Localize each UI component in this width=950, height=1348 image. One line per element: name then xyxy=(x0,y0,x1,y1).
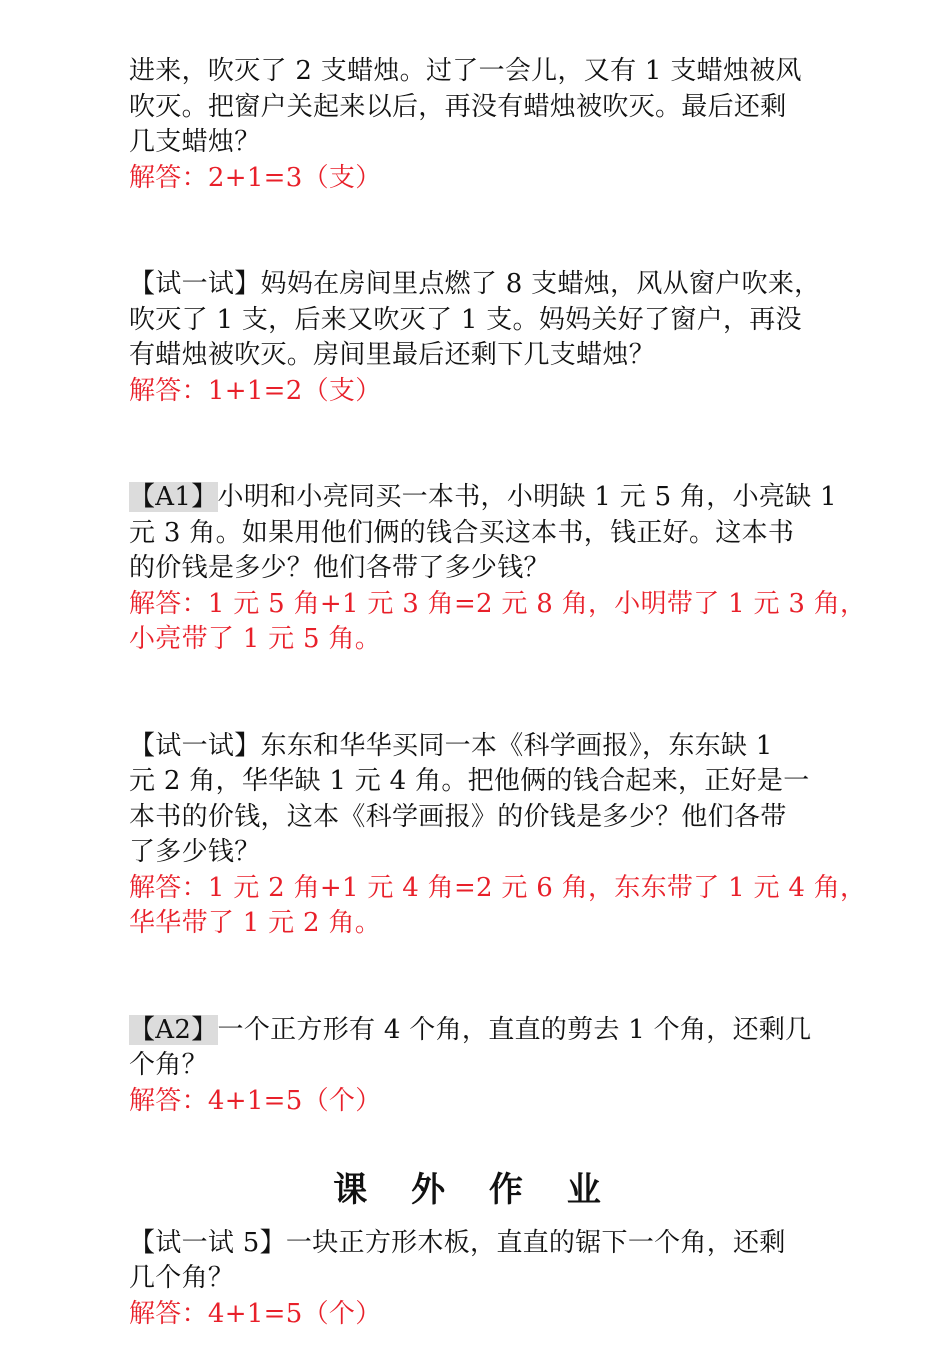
problem-tag: 【试一试】 xyxy=(129,730,261,761)
problem-text-first-line: 小明和小亮同买一本书，小明缺 1 元 5 角，小亮缺 1 xyxy=(217,482,837,512)
problem-text: 有蜡烛被吹灭。房间里最后还剩下几支蜡烛？ xyxy=(129,340,656,370)
spacer xyxy=(129,196,841,267)
problem-text: 吹灭了 1 支，后来又吹灭了 1 支。妈妈关好了窗户，再没 xyxy=(129,304,802,335)
problem-block xyxy=(129,267,841,409)
section-heading: 课 外 作 业 xyxy=(333,1170,617,1210)
spacer xyxy=(129,409,841,480)
answer-text: 解答：4+1=5（个） xyxy=(129,1298,382,1329)
problem-tag: 【A1】 xyxy=(129,482,218,512)
problem-text: 进来，吹灭了 2 支蜡烛。过了一会儿，又有 1 支蜡烛被风 xyxy=(129,56,802,86)
problem-text: 本书的价钱，这本《科学画报》的价钱是多少？他们各带 xyxy=(129,801,787,832)
answer-text: 解答：1+1=2（支） xyxy=(129,375,382,406)
problem-text xyxy=(129,1226,841,1262)
problem-text: 元 2 角，华华缺 1 元 4 角。把他俩的钱合起来，正好是一 xyxy=(129,766,810,796)
problem-text: 个角？ xyxy=(129,1050,208,1080)
problem-tag: 【试一试】 xyxy=(129,269,261,299)
problem-block xyxy=(129,480,867,658)
problem-text xyxy=(129,267,841,303)
problem-text: 了多少钱？ xyxy=(129,837,261,867)
answer-text: 解答：2+1=3（支） xyxy=(129,162,382,193)
problem-text: 吹灭。把窗户关起来以后，再没有蜡烛被吹灭。最后还剩 xyxy=(129,91,787,122)
problem-text-first-line: 妈妈在房间里点燃了 8 支蜡烛，风从窗户吹来， xyxy=(260,269,821,299)
problem-text xyxy=(129,729,841,765)
problem-text xyxy=(129,1013,841,1049)
problem-tag: 【A2】 xyxy=(129,1014,218,1045)
problem-block xyxy=(129,1226,841,1333)
document-body xyxy=(129,54,867,1332)
problem-text-first-line: 东东和华华买同一本《科学画报》，东东缺 1 xyxy=(260,730,773,761)
spacer xyxy=(129,658,841,729)
problem-text: 几个角？ xyxy=(129,1263,235,1293)
problem-block xyxy=(129,1013,841,1120)
spacer xyxy=(129,942,841,1013)
problem-text xyxy=(129,480,841,516)
answer-text: 小亮带了 1 元 5 角。 xyxy=(129,624,382,654)
answer-text: 解答：1 元 2 角+1 元 4 角=2 元 6 角，东东带了 1 元 4 角， xyxy=(129,872,867,903)
answer-text: 解答：1 元 5 角+1 元 3 角=2 元 8 角，小明带了 1 元 3 角， xyxy=(129,588,867,619)
problem-block xyxy=(129,54,841,196)
answer-text: 华华带了 1 元 2 角。 xyxy=(129,908,382,938)
problem-text: 元 3 角。如果用他们俩的钱合买这本书，钱正好。这本书 xyxy=(129,517,795,548)
problem-text-first-line: 一块正方形木板，直直的锯下一个角，还剩 xyxy=(285,1227,786,1258)
problem-text: 几支蜡烛？ xyxy=(129,127,261,157)
answer-text: 解答：4+1=5（个） xyxy=(129,1085,382,1116)
problem-text-first-line: 一个正方形有 4 个角，直直的剪去 1 个角，还剩几 xyxy=(217,1014,812,1045)
problem-block xyxy=(129,729,867,942)
problem-text: 的价钱是多少？他们各带了多少钱？ xyxy=(129,553,550,583)
problem-tag: 【试一试 5】 xyxy=(129,1227,286,1258)
